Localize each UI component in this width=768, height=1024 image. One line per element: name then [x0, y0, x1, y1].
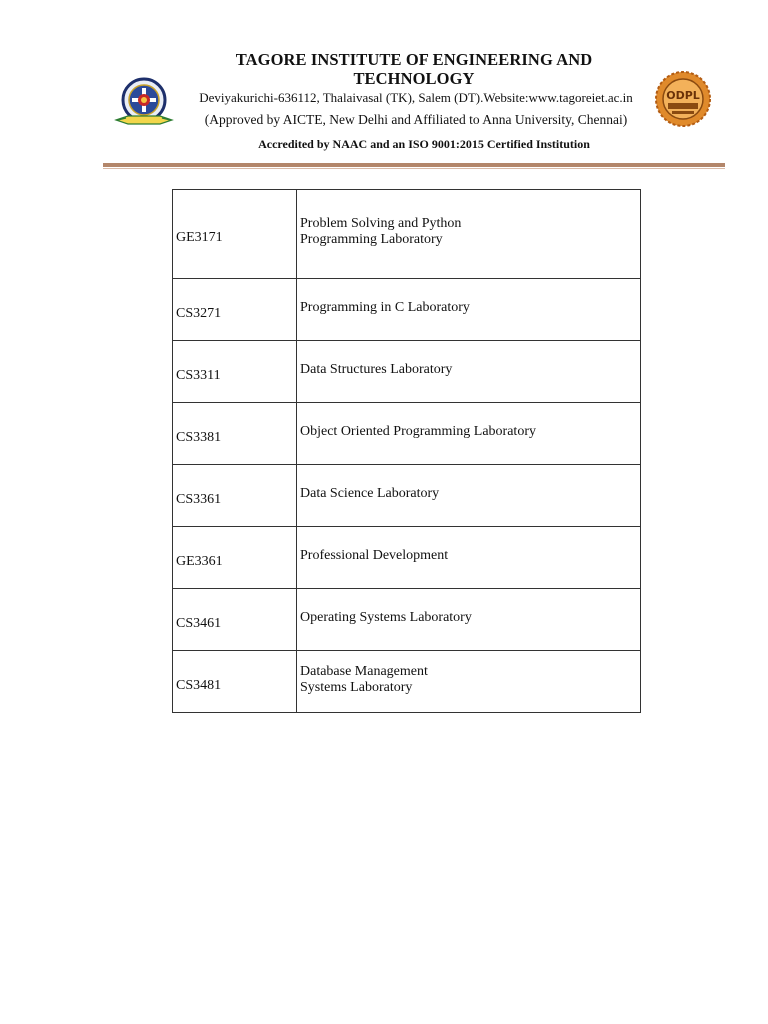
- table-row: [173, 403, 641, 465]
- course-name: [297, 190, 641, 279]
- table-row: [173, 651, 641, 713]
- course-name-line: Problem Solving and Python: [300, 216, 462, 231]
- course-code: CS3481: [173, 651, 297, 713]
- course-name: Operating Systems Laboratory: [297, 589, 641, 651]
- table-row: [173, 465, 641, 527]
- course-table: [172, 189, 641, 713]
- course-name-line: Programming Laboratory: [300, 232, 443, 247]
- course-name: Data Science Laboratory: [297, 465, 641, 527]
- institute-emblem-icon: [112, 76, 176, 130]
- course-code: CS3311: [173, 341, 297, 403]
- course-name-line: Database Management: [300, 663, 428, 679]
- header-rule-thin: [103, 168, 725, 169]
- table-row: [173, 279, 641, 341]
- course-name: Object Oriented Programming Laboratory: [297, 403, 641, 465]
- course-code: GE3171: [173, 190, 297, 279]
- course-code: CS3381: [173, 403, 297, 465]
- course-name: Data Structures Laboratory: [297, 341, 641, 403]
- table-row: [173, 341, 641, 403]
- approval-line: (Approved by AICTE, New Delhi and Affiliated to Anna University, Chennai): [204, 112, 628, 127]
- table-row: [173, 589, 641, 651]
- course-name: [297, 651, 641, 713]
- course-name: Programming in C Laboratory: [297, 279, 641, 341]
- accreditation-line: Accredited by NAAC and an ISO 9001:2015 Certified Institution: [258, 137, 590, 151]
- odpl-seal-icon: [654, 70, 712, 128]
- odpl-seal-text: ODPL: [666, 89, 700, 102]
- course-code: GE3361: [173, 527, 297, 589]
- course-code: CS3271: [173, 279, 297, 341]
- table-row: [173, 190, 641, 279]
- course-name-line: Systems Laboratory: [300, 679, 413, 695]
- institute-title: TAGORE INSTITUTE OF ENGINEERING AND TECHNOLOGY: [235, 50, 593, 88]
- institute-address: Deviyakurichi-636112, Thalaivasal (TK), Salem (DT).Website:www.tagoreiet.ac.in: [199, 90, 633, 105]
- letterhead: [104, 50, 724, 170]
- course-name: Professional Development: [297, 527, 641, 589]
- table-row: [173, 527, 641, 589]
- course-code: CS3361: [173, 465, 297, 527]
- course-code: CS3461: [173, 589, 297, 651]
- header-rule: [103, 163, 725, 167]
